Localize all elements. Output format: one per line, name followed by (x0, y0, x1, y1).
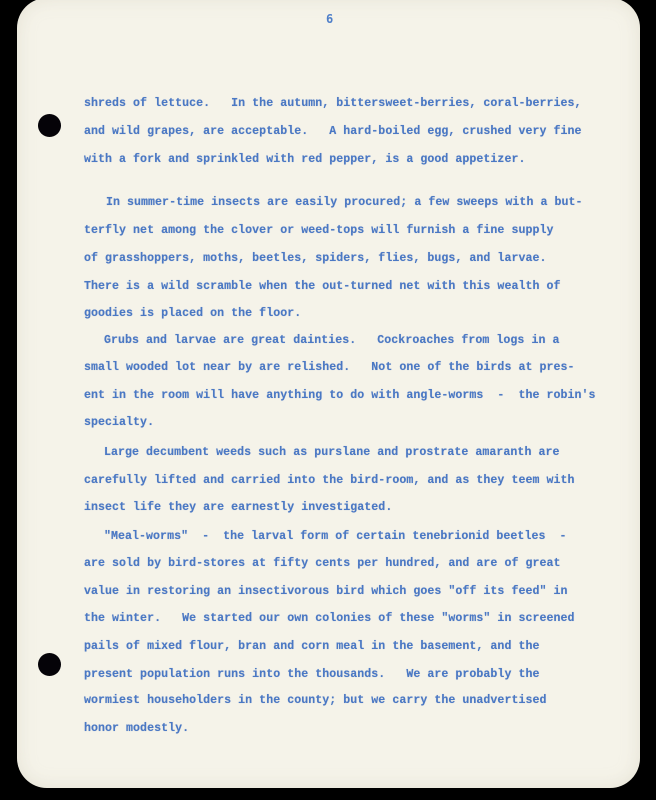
text-line: are sold by bird-stores at fifty cents per hundred, and are of great (84, 557, 561, 570)
binder-hole-top (38, 114, 61, 137)
text-line: shreds of lettuce. In the autumn, bittersweet-berries, coral-berries, (84, 97, 582, 110)
text-line: Grubs and larvae are great dainties. Cockroaches from logs in a (104, 334, 560, 347)
text-line: value in restoring an insectivorous bird which goes "off its feed" in (84, 585, 568, 598)
text-line: insect life they are earnestly investigated. (84, 501, 393, 514)
text-line: pails of mixed flour, bran and corn meal in the basement, and the (84, 640, 540, 653)
text-line: "Meal-worms" - the larval form of certain tenebrionid beetles - (104, 530, 567, 543)
text-line: the winter. We started our own colonies of these "worms" in screened (84, 612, 575, 625)
text-line: goodies is placed on the floor. (84, 307, 302, 320)
text-line: and wild grapes, are acceptable. A hard-boiled egg, crushed very fine (84, 125, 582, 138)
binder-hole-bottom (38, 653, 61, 676)
text-line: with a fork and sprinkled with red pepper, is a good appetizer. (84, 153, 526, 166)
text-line: small wooded lot near by are relished. Not one of the birds at pres- (84, 361, 575, 374)
text-line: wormiest householders in the county; but we carry the unadvertised (84, 694, 547, 707)
text-line: There is a wild scramble when the out-turned net with this wealth of (84, 280, 561, 293)
text-line: carefully lifted and carried into the bird-room, and as they teem with (84, 474, 575, 487)
text-line: specialty. (84, 416, 155, 429)
text-line: terfly net among the clover or weed-tops will furnish a fine supply (84, 224, 554, 237)
text-line: of grasshoppers, moths, beetles, spiders, flies, bugs, and larvae. (84, 252, 547, 265)
text-line: In summer-time insects are easily procured; a few sweeps with a but- (106, 196, 583, 209)
text-line: present population runs into the thousands. We are probably the (84, 668, 540, 681)
page-number: 6 (326, 12, 334, 26)
text-line: Large decumbent weeds such as purslane and prostrate amaranth are (104, 446, 560, 459)
text-line: honor modestly. (84, 722, 190, 735)
text-line: ent in the room will have anything to do with angle-worms - the robin's (84, 389, 596, 402)
